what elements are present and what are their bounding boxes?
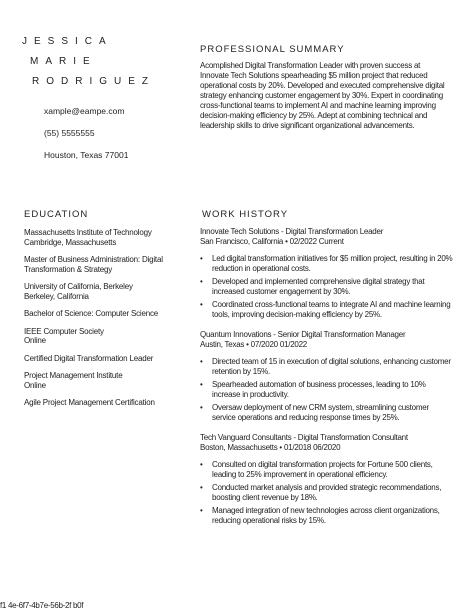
summary-heading: PROFESSIONAL SUMMARY	[200, 44, 345, 55]
education-line: Master of Business Administration: Digital Transformation & Strategy	[24, 255, 163, 274]
education-line: IEEE Computer Society	[24, 326, 104, 336]
job-bullet: • Oversaw deployment of new CRM system, streamlining customer service operations and reducing response times by 25%.	[200, 403, 429, 422]
job-location-dates: Austin, Texas • 07/2020 01/2022	[200, 340, 307, 349]
bullet-icon: •	[200, 357, 203, 366]
education-entry	[24, 371, 174, 390]
work-history-heading: WORK HISTORY	[202, 209, 289, 220]
name-first: JESSICA	[22, 36, 113, 47]
education-line: Project Management Institute	[24, 371, 123, 380]
bullet-icon: •	[200, 277, 203, 286]
job-heading: Tech Vanguard Consultants - Digital Transformation Consultant	[200, 433, 408, 442]
job-bullet: • Spearheaded automation of business processes, leading to 10% increase in productivity.	[200, 380, 426, 399]
job-location-dates: San Francisco, California • 02/2022 Current	[200, 237, 344, 246]
education-entry	[24, 309, 174, 319]
bullet-icon: •	[200, 380, 203, 389]
job-bullet: • Directed team of 15 in execution of digital solutions, enhancing customer retention by 15%.	[200, 357, 451, 376]
job-bullets	[200, 460, 454, 526]
contact-email[interactable]: xample@eampe.com	[44, 106, 125, 116]
education-line: Online	[24, 336, 46, 345]
work-history-list	[200, 227, 454, 536]
job-bullet: • Consulted on digital transformation projects for Fortune 500 clients, leading to 25% improvement in operational efficiency.	[200, 460, 433, 479]
bullet-icon: •	[200, 254, 203, 263]
name-last: RODRIGUEZ	[32, 76, 155, 87]
contact-block	[44, 106, 128, 172]
bullet-icon: •	[200, 483, 203, 492]
job-entry	[200, 330, 454, 423]
document-id-footer: f1 4e-6f7-4b7e-56b-2f b0f	[0, 601, 84, 610]
education-line: University of California, Berkeley	[24, 282, 133, 291]
education-entry	[24, 398, 174, 408]
job-bullets	[200, 357, 454, 423]
contact-phone: (55) 5555555	[44, 128, 95, 138]
education-line: Online	[24, 380, 46, 390]
education-entry	[24, 228, 174, 247]
applicant-name	[22, 32, 155, 92]
education-list	[24, 228, 174, 416]
education-entry	[24, 282, 174, 301]
summary-text: Acomplished Digital Transformation Leader with proven success at Innovate Tech Solutions spearheading $5 million project that reduced operational costs by 20%. Developed and executed comprehensive digital strategy enhancing customer engagement by 30%. Expert in coordinating cross-functional teams to implement AI and machine learning improving decision-making efficiency by 25%. Adept at combining technical and leadership skills to drive significant organizational advancements.	[200, 61, 445, 130]
job-bullet: • Coordinated cross-functional teams to integrate AI and machine learning tools, improving decision-making efficiency by 25%.	[200, 300, 451, 319]
education-entry	[24, 354, 174, 364]
education-line: Certified Digital Transformation Leader	[24, 353, 154, 363]
education-line: Massachusetts Institute of Technology	[24, 228, 152, 237]
contact-location: Houston, Texas 77001	[44, 150, 129, 160]
job-bullets	[200, 254, 454, 320]
bullet-icon: •	[200, 460, 203, 469]
education-line: Agile Project Management Certification	[24, 398, 155, 407]
education-entry	[24, 255, 174, 274]
job-bullet: • Developed and implemented comprehensive digital strategy that increased customer engagement by 30%.	[200, 277, 425, 296]
job-heading: Innovate Tech Solutions - Digital Transformation Leader	[200, 227, 384, 236]
bullet-icon: •	[200, 403, 203, 412]
name-middle: MARIE	[30, 56, 97, 67]
job-bullet: • Managed integration of new technologies across client organizations, reducing operational risks by 15%.	[200, 506, 440, 525]
education-line: Bachelor of Science: Computer Science	[24, 309, 159, 318]
education-line: Cambridge, Massachusetts	[24, 237, 117, 247]
education-heading: EDUCATION	[24, 209, 89, 220]
bullet-icon: •	[200, 506, 203, 515]
job-heading: Quantum Innovations - Senior Digital Transformation Manager	[200, 330, 406, 339]
job-entry	[200, 227, 454, 320]
job-bullet: • Led digital transformation initiatives for $5 million project, resulting in 20% reduction in operational costs.	[200, 254, 453, 273]
job-location-dates: Boston, Massachusetts • 01/2018 06/2020	[200, 443, 341, 452]
education-entry	[24, 327, 174, 346]
bullet-icon: •	[200, 300, 203, 309]
job-bullet: • Conducted market analysis and provided strategic recommendations, boosting client revenue by 18%.	[200, 483, 442, 502]
education-line: Berkeley, California	[24, 291, 89, 301]
job-entry	[200, 433, 454, 526]
